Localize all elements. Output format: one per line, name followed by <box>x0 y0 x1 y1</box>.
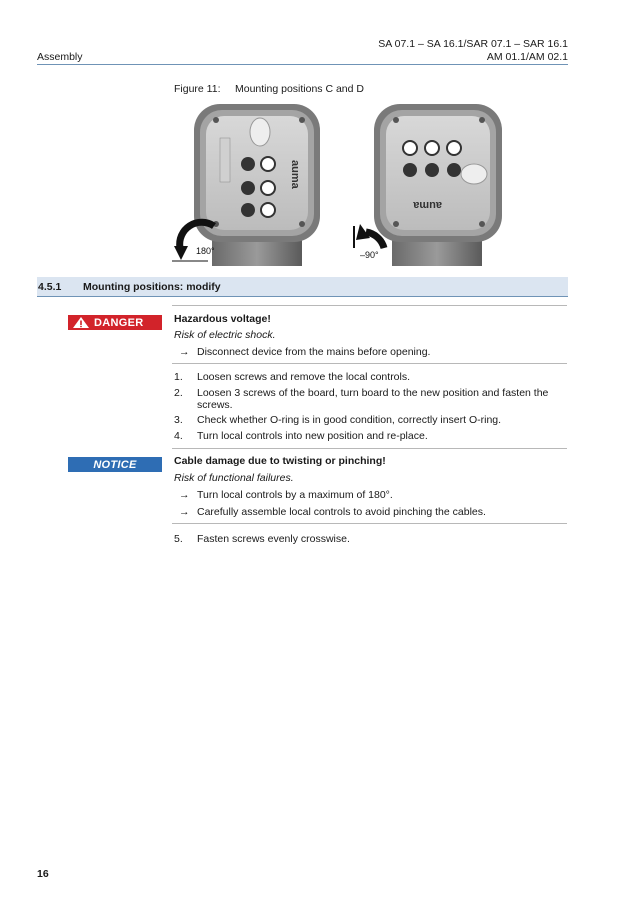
rotation-label-180: 180° <box>196 246 215 256</box>
actuator-position-c <box>194 104 320 266</box>
notice-bottom-rule <box>172 523 567 524</box>
header-rule <box>37 64 568 65</box>
notice-badge <box>68 457 162 472</box>
rotation-label-minus-90: –90° <box>360 250 379 260</box>
danger-top-rule <box>172 305 567 306</box>
svg-text:auma: auma <box>413 199 442 211</box>
section-number: 4.5.1 <box>38 281 62 293</box>
actuator-position-d <box>374 104 502 266</box>
danger-badge-label: DANGER <box>94 316 144 329</box>
step-number: 1. <box>174 371 183 383</box>
notice-action: Carefully assemble local controls to avoid pinching the cables. <box>197 506 486 518</box>
notice-action: Turn local controls by a maximum of 180°. <box>197 489 393 501</box>
danger-subtitle: Risk of electric shock. <box>174 329 276 341</box>
notice-arrow-icon: → <box>179 506 190 518</box>
notice-title: Cable damage due to twisting or pinching! <box>174 455 386 467</box>
step-text: Loosen 3 screws of the board, turn board to the new position and fasten the <box>197 387 549 399</box>
notice-badge-label: NOTICE <box>93 458 137 471</box>
step-number: 5. <box>174 533 183 545</box>
step-number: 2. <box>174 387 183 399</box>
svg-text:auma: auma <box>289 160 301 189</box>
danger-arrow-icon: → <box>179 346 190 358</box>
danger-bottom-rule <box>172 363 567 364</box>
mounting-positions-figure <box>170 98 515 268</box>
danger-action: Disconnect device from the mains before opening. <box>197 346 431 358</box>
header-section: Assembly <box>37 51 83 63</box>
step-text: Check whether O-ring is in good condition, correctly insert O-ring. <box>197 414 502 426</box>
notice-subtitle: Risk of functional failures. <box>174 472 294 484</box>
warning-triangle-icon <box>72 316 90 329</box>
header-model-line1: SA 07.1 – SA 16.1/SAR 07.1 – SAR 16.1 <box>378 38 568 50</box>
danger-badge <box>68 315 162 330</box>
step-number: 4. <box>174 430 183 442</box>
notice-arrow-icon: → <box>179 489 190 501</box>
danger-title: Hazardous voltage! <box>174 313 271 325</box>
step-text: Turn local controls into new position and re-place. <box>197 430 428 442</box>
section-title: Mounting positions: modify <box>83 281 221 293</box>
section-rule <box>37 296 568 297</box>
figure-number: Figure 11: <box>174 83 221 95</box>
step-text: Loosen screws and remove the local controls. <box>197 371 411 383</box>
figure-caption: Mounting positions C and D <box>235 83 364 95</box>
step-number: 3. <box>174 414 183 426</box>
header-model-line2: AM 01.1/AM 02.1 <box>486 51 568 63</box>
step-text-continued: screws. <box>197 399 233 411</box>
page-number: 16 <box>37 868 49 880</box>
notice-top-rule <box>172 448 567 449</box>
step-text: Fasten screws evenly crosswise. <box>197 533 350 545</box>
